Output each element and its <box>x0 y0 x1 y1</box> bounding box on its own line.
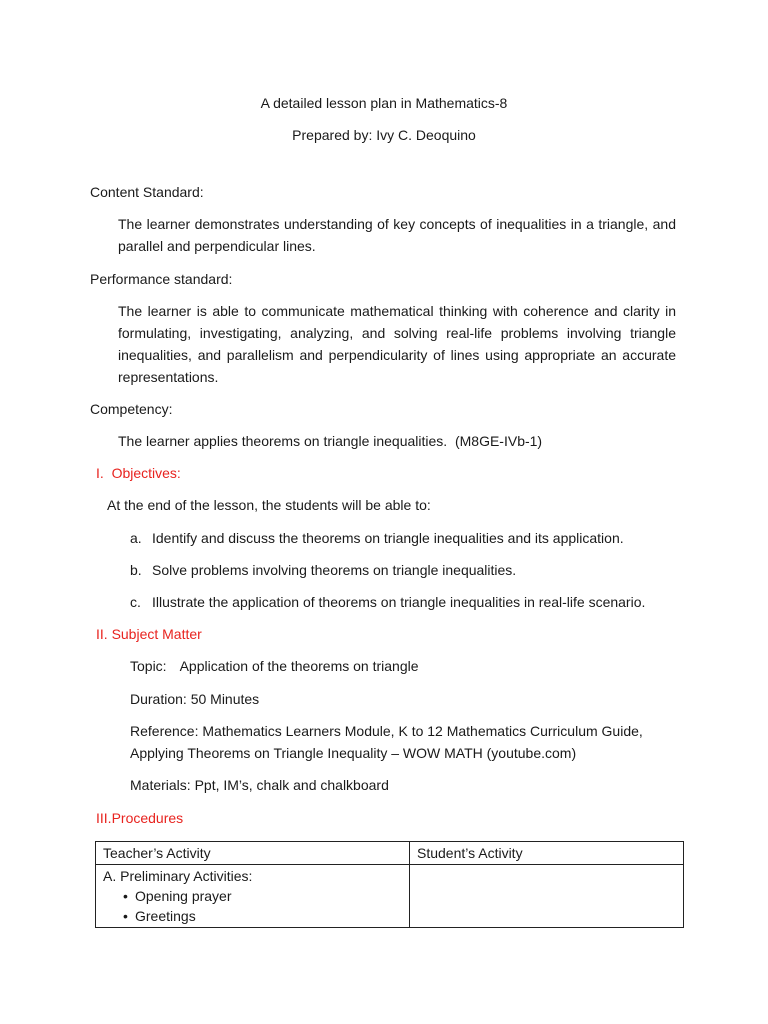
table-header-row <box>96 842 684 865</box>
reference-line-1: Reference: Mathematics Learners Module, K to 12 Mathematics Curriculum Guide, <box>130 723 643 739</box>
reference-line-2: Applying Theorems on Triangle Inequality – WOW MATH (youtube.com) <box>130 745 577 761</box>
preliminary-activities-title: A. Preliminary Activities: <box>103 868 253 884</box>
performance-standard-label: Performance standard: <box>90 271 233 287</box>
subject-matter-title: Subject Matter <box>111 626 202 642</box>
procedures-number: III. <box>96 810 112 826</box>
teacher-activity-cell <box>96 865 410 928</box>
table-row <box>96 865 684 928</box>
objective-item-a <box>130 527 624 549</box>
topic-line <box>130 655 419 677</box>
performance-standard-text: The learner is able to communicate mathematical thinking with coherence and clarity in formulating, investigating, analyzing, and solving real-life problems involving triangle inequalities, and parallelism and perpendicularity of lines using appropriate an accurate representations. <box>118 303 676 385</box>
objectives-title: Objectives: <box>111 465 181 481</box>
objective-text: Identify and discuss the theorems on triangle inequalities and its application. <box>152 530 624 546</box>
objective-text: Solve problems involving theorems on triangle inequalities. <box>152 562 517 578</box>
procedures-heading <box>96 807 183 829</box>
topic-text: Application of the theorems on triangle <box>179 658 419 674</box>
prepared-by: Prepared by: Ivy C. Deoquino <box>292 127 476 143</box>
procedures-title: Procedures <box>111 810 184 826</box>
subject-matter-number: II. <box>96 626 108 642</box>
content-standard-label: Content Standard: <box>90 184 204 200</box>
objective-label: c. <box>130 594 141 610</box>
student-activity-cell <box>410 865 684 928</box>
topic-label: Topic: <box>130 658 167 674</box>
objectives-number: I. <box>96 465 104 481</box>
subject-matter-heading <box>96 623 202 645</box>
objective-item-c <box>130 591 645 613</box>
content-standard-text: The learner demonstrates understanding of key concepts of inequalities in a triangle, and parallel and perpendicular lines. <box>118 216 676 254</box>
objectives-intro: At the end of the lesson, the students will be able to: <box>107 497 431 513</box>
materials-line: Materials: Ppt, IM’s, chalk and chalkboard <box>130 777 389 793</box>
objective-label: b. <box>130 562 142 578</box>
objective-item-b <box>130 559 516 581</box>
document-title: A detailed lesson plan in Mathematics-8 <box>260 95 508 111</box>
procedures-table <box>95 841 684 928</box>
duration-line: Duration: 50 Minutes <box>130 691 260 707</box>
objective-label: a. <box>130 530 142 546</box>
objectives-heading <box>96 462 181 484</box>
objective-text: Illustrate the application of theorems on triangle inequalities in real-life scenario. <box>152 594 646 610</box>
competency-text: The learner applies theorems on triangle inequalities. (M8GE-IVb-1) <box>118 433 543 449</box>
student-activity-header: Student’s Activity <box>410 842 684 865</box>
bullet-opening-prayer: • Opening prayer <box>103 886 402 906</box>
teacher-activity-header: Teacher’s Activity <box>96 842 410 865</box>
competency-label: Competency: <box>90 401 173 417</box>
bullet-greetings: • Greetings <box>103 906 402 926</box>
